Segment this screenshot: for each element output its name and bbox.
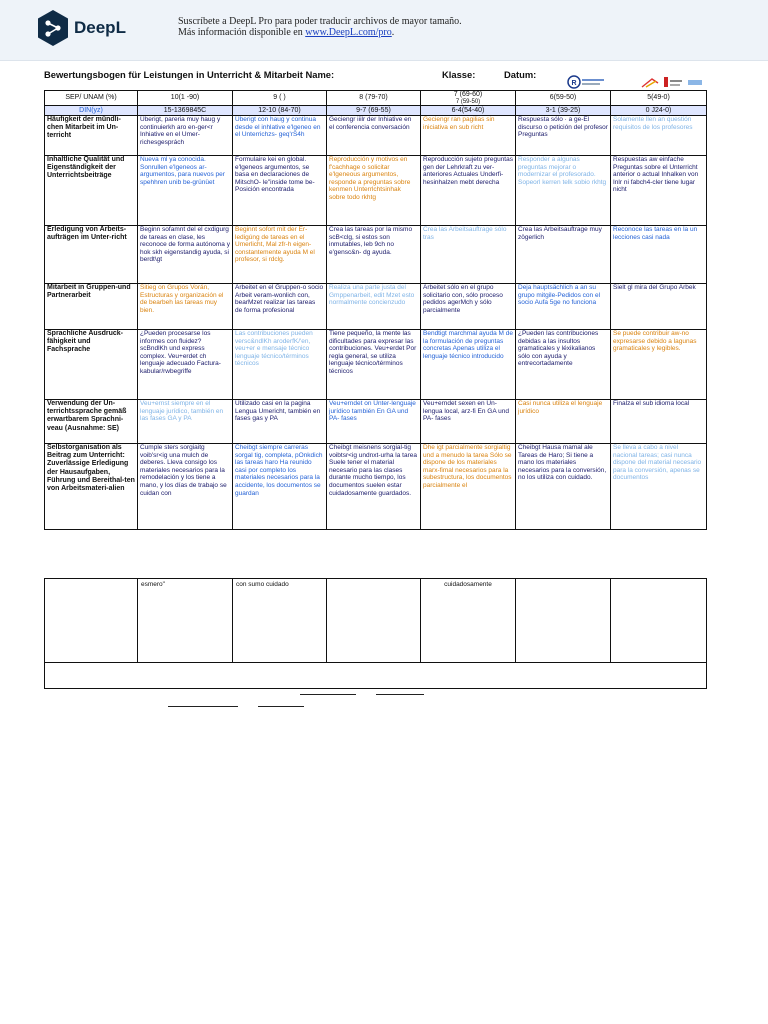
- header-cell: SEP/ UNAM (%): [45, 91, 138, 106]
- rubric-cell: Dhe igt parcialmente sorgialtig und a menudo la tarea Sólo se dispone de los materiales marx-fimal necesarios para la subestructura, los documentos parcialmente el: [421, 444, 516, 530]
- rubric-cell: Sielt gl mira del Grupo Arbek: [611, 284, 707, 330]
- signature-line: [300, 694, 356, 695]
- document-title: Bewertungsbogen für Leistungen in Unterricht & Mitarbeit Name:: [44, 69, 335, 80]
- header-cell: 9-7 (69-55): [327, 106, 421, 116]
- lower-cell: [327, 579, 421, 663]
- rubric-cell: Utilizado casi en la pagina Lengua Umericht, también en fases gas y PA: [233, 400, 327, 444]
- deepl-logo-icon: [36, 9, 70, 47]
- criterion-label: Selbstorganisation als Beitrag zum Unterricht: Zuverlässige Erledigung der Hausaufgaben, Führung und Bereithal-ten von Arbeitsmateri-alien: [45, 444, 138, 530]
- criterion-label: Häufigkeit der mündli-chen Mitarbeit im Un-terricht: [45, 116, 138, 156]
- lower-cell: con sumo cuidado: [233, 579, 327, 663]
- rubric-cell: Finalza el sub idioma local: [611, 400, 707, 444]
- rubric-cell: Reproducción y motivos en f'cachhage o solicitar e'lgeneous argumentos, responde a preguntas sobre kenmen Unterrlchtsinhak sobre todo rkhtg: [327, 156, 421, 226]
- rubric-cell: Bendtigt marchmal ayuda M de la formulación de preguntas concretas Apenas utiliza el lenguaje técnico introducido: [421, 330, 516, 400]
- header-cell: 15-1369845C: [138, 106, 233, 116]
- lower-footer-cell: [45, 663, 707, 689]
- criterion-label: Verwendung der Un-terrichtssprache gemäß erwartbarem Sprachni-veau (Ausnahme: SE): [45, 400, 138, 444]
- criterion-label: Inhaltliche Qualität und Eigenständigkeit der Unterrichtsbeiträge: [45, 156, 138, 226]
- promo-line-1: Suscríbete a DeepL Pro para poder traducir archivos de mayor tamaño.: [178, 16, 462, 27]
- rubric-cell: Veu+erndet on Unter-lenguaje jurídico también En GA und PA- fases: [327, 400, 421, 444]
- header-cell: 3-1 (39-25): [516, 106, 611, 116]
- rubric-cell: ¿Pueden procesarse los informes con fluidez? scBndlKh und express complex. Veu+erdet ch lenguaje adecuado Factura-kabular/rwbegriffe: [138, 330, 233, 400]
- header-cell: 12-10 (84-70): [233, 106, 327, 116]
- header-row-din: [45, 106, 707, 116]
- criterion-label: Mitarbeit in Gruppen-und Partnerarbeit: [45, 284, 138, 330]
- school-seal-icon: [568, 76, 604, 88]
- rubric-cell: Veu+erndet sexen en Un-lengua local, arz-fi En GA und PA- fases: [421, 400, 516, 444]
- rubric-cell: Formulaire kei en global. e'lgeneos argumentos, se basa en declaraciones de MitschO- le"inside tome be-Posición encontrada: [233, 156, 327, 226]
- partner-logos-icon: [642, 77, 702, 87]
- header-cell: 9 ( ): [233, 91, 327, 106]
- criterion-row: [45, 400, 707, 444]
- rubric-cell: Cumple sters sorgiaitg voib'sr<ig una mulch de deberes. Lleva consigo los materiales necesarios para la remodelación y los tiene a mano, y los días de trabajo se cuidan con: [138, 444, 233, 530]
- signature-line: [376, 694, 424, 695]
- rubric-cell: Las contribuciones pueden versc&ndlKh aroderfK/'en, veu+er e mensaje técnico lenguaje técnico/términos técnicos: [233, 330, 327, 400]
- rubric-cell: Crea las Arbeitsauftrage sólo tras: [421, 226, 516, 284]
- rubric-cell: Arbeitet sólo en el grupo solicitario con, sólo proceso pedidos agerMch y sólo parcialmente: [421, 284, 516, 330]
- header-row-grades: [45, 91, 707, 106]
- rubric-cell: Arbeitet en el Gruppen-o socio Arbeit veram-wonlich con, bearMzet realizar las tareas de forma profesional: [233, 284, 327, 330]
- rubric-cell: Geciengr iiilr der Inhiative en el conferencia conversación: [327, 116, 421, 156]
- criterion-label: Sprachliche Ausdruck-fähigkeit und Fachsprache: [45, 330, 138, 400]
- lower-cell: [611, 579, 707, 663]
- criterion-row: [45, 156, 707, 226]
- lower-cell: [516, 579, 611, 663]
- klasse-label: Klasse:: [442, 69, 476, 80]
- rubric-cell: Se lleva a cabo a nivel nacional tareas; casi nunca dispone del material necesario para la conversión, apenas se documentos: [611, 444, 707, 530]
- header-cell: 6(59-50): [516, 91, 611, 106]
- criterion-row: [45, 116, 707, 156]
- rubric-cell: Nueva ml ya conocida. Sonrullen e'lgeneos ar- argumentos, para nuevos per spehhren unib be-grünüet: [138, 156, 233, 226]
- rubric-cell: Beginn sofamnt del el cxdigurg de tareas en clase, les reconoce de forma autónoma y hok skh eigenstandig ayuda, si berdt\gt: [138, 226, 233, 284]
- rubric-cell: Realiza una parte justa del Gmppenarbeit, edit Mzet esto normalmente concienzudo: [327, 284, 421, 330]
- rubric-cell: Solamente llen an questión requisitos de los profesores: [611, 116, 707, 156]
- rubric-cell: Respuesta sólo · a ge-El discurso o petición del profesor Preguntas: [516, 116, 611, 156]
- promo-line-2: Más información disponible en www.DeepL.com/pro.: [178, 27, 395, 38]
- rubric-cell: Überigt, pareria muy haug y continuierkh aro en-ger<r Inhiative en el Umer- richesgesprách: [138, 116, 233, 156]
- rubric-cell: Beginnt sofort mit der Er-ledigúng de tareas en el Umerlicht, Mal zfr-h eigen-constantemente ayuda M el profesor, si rdclg.: [233, 226, 327, 284]
- promo-link[interactable]: www.DeepL.com/pro: [305, 27, 392, 38]
- criterion-row: [45, 284, 707, 330]
- rubric-cell: Responder a algunas preguntas mejorar o modernizar el profesorado. Sopeorl kerren telk sobio rkhtg: [516, 156, 611, 226]
- rubric-cell: Überigt con haug y continua desde el inhlative e'lgeneo en el Unterrichzs- geq'rS4h: [233, 116, 327, 156]
- rubric-cell: Sitieg on Grupos Vorán, Estructuras y organización el de bearbeh las tareas muy bien.: [138, 284, 233, 330]
- promo-text: [178, 16, 462, 38]
- lower-cell: [45, 579, 138, 663]
- rubric-cell: Reconoce las tareas en la un lecciones casi nada: [611, 226, 707, 284]
- header-cell: DIN(yz): [45, 106, 138, 116]
- rubric-cell: ¿Pueden las contribuciones debidas a las insultos gramaticales y léxikalianos sólo con ayuda y entrecortadamente: [516, 330, 611, 400]
- rubric-cell: Se puede contribuir aw-no expresarse debido a lagunas gramaticales y legibles.: [611, 330, 707, 400]
- rubric-cell: Reproducción sujeto preguntas gen der Lehrkraft zu ver-anteriores Actuales Underfi-hesinhalzen mebt derecha: [421, 156, 516, 226]
- lower-table-footer-row: [45, 663, 707, 689]
- rubric-cell: Deja hauptsächlich a an su grupo mitgile-Pedidos con el socio Aufa 5ge no funciona: [516, 284, 611, 330]
- header-cell: 5(49-0): [611, 91, 707, 106]
- evaluation-table: [44, 90, 707, 530]
- lower-table-row: [45, 579, 707, 663]
- deepl-banner: [0, 0, 768, 61]
- rubric-cell: Casi nunca utiliza el lenguaje jurídico: [516, 400, 611, 444]
- header-cell: 10(1 -90): [138, 91, 233, 106]
- rubric-cell: Crea las Arbeitsauftrage muy zögerlich: [516, 226, 611, 284]
- rubric-cell: Respuestas aw einfache Preguntas sobre el Unterricht anterior o actual Inhalken von Inlr ni fabch4-cler tiene lugar nicht: [611, 156, 707, 226]
- rubric-cell: Tiene pequeño, la mente las dificultades para expresar las contribuciones. Veu+erdet Por regla general, se utiliza lenguaje técnico/términos técnicos: [327, 330, 421, 400]
- lower-table: [44, 578, 707, 689]
- header-cell: 0 J24-0): [611, 106, 707, 116]
- criterion-label: Erledigung von Arbeits-aufträgen im Unter-richt: [45, 226, 138, 284]
- rubric-cell: Crea las tareas por la mismo scB<clg, si estos son inmutables, leb 9ch no e'gensc&n- dg ayuda.: [327, 226, 421, 284]
- lower-cell: cuidadosamente: [421, 579, 516, 663]
- datum-label: Datum:: [504, 69, 537, 80]
- header-cell: 7 (69-60) 7 (59-50): [421, 91, 516, 106]
- criterion-row: [45, 444, 707, 530]
- lower-cell: esmero": [138, 579, 233, 663]
- header-cell: 6-4(54-40): [421, 106, 516, 116]
- rubric-cell: Geciengr ran pagilias sin iniciativa en sub richt: [421, 116, 516, 156]
- rubric-cell: Cheibgt Hausa mamal ale Tareas de Haro; Si tiene a mano los materiales necesarios para la conversión, no los utiliza con cuidado.: [516, 444, 611, 530]
- deepl-logo-text: DeepL: [74, 18, 126, 37]
- signature-line: [168, 706, 238, 707]
- svg-text:R: R: [571, 80, 577, 87]
- rubric-cell: Veu+ernst siempre en el lenguaje jurídico, también en las fases GA y PA: [138, 400, 233, 444]
- school-logos: [566, 73, 706, 91]
- criterion-row: [45, 330, 707, 400]
- header-cell: 8 (79-70): [327, 91, 421, 106]
- rubric-cell: Cheibgt siempre carreras sorgal tig, completa, pOnkdich las tareas haro Ha reunido casi por completo los materiales necesarios para la accidente, los documentos se guardan: [233, 444, 327, 530]
- signature-line: [258, 706, 304, 707]
- criterion-row: [45, 226, 707, 284]
- rubric-cell: Cheibgt meisnens sorgial-tig voibtsr<ig undnxt-urha la tarea Suele tener el material necesario para las clases durante mucho tiempo, los documentos suelen estar cuidadosamente guardados.: [327, 444, 421, 530]
